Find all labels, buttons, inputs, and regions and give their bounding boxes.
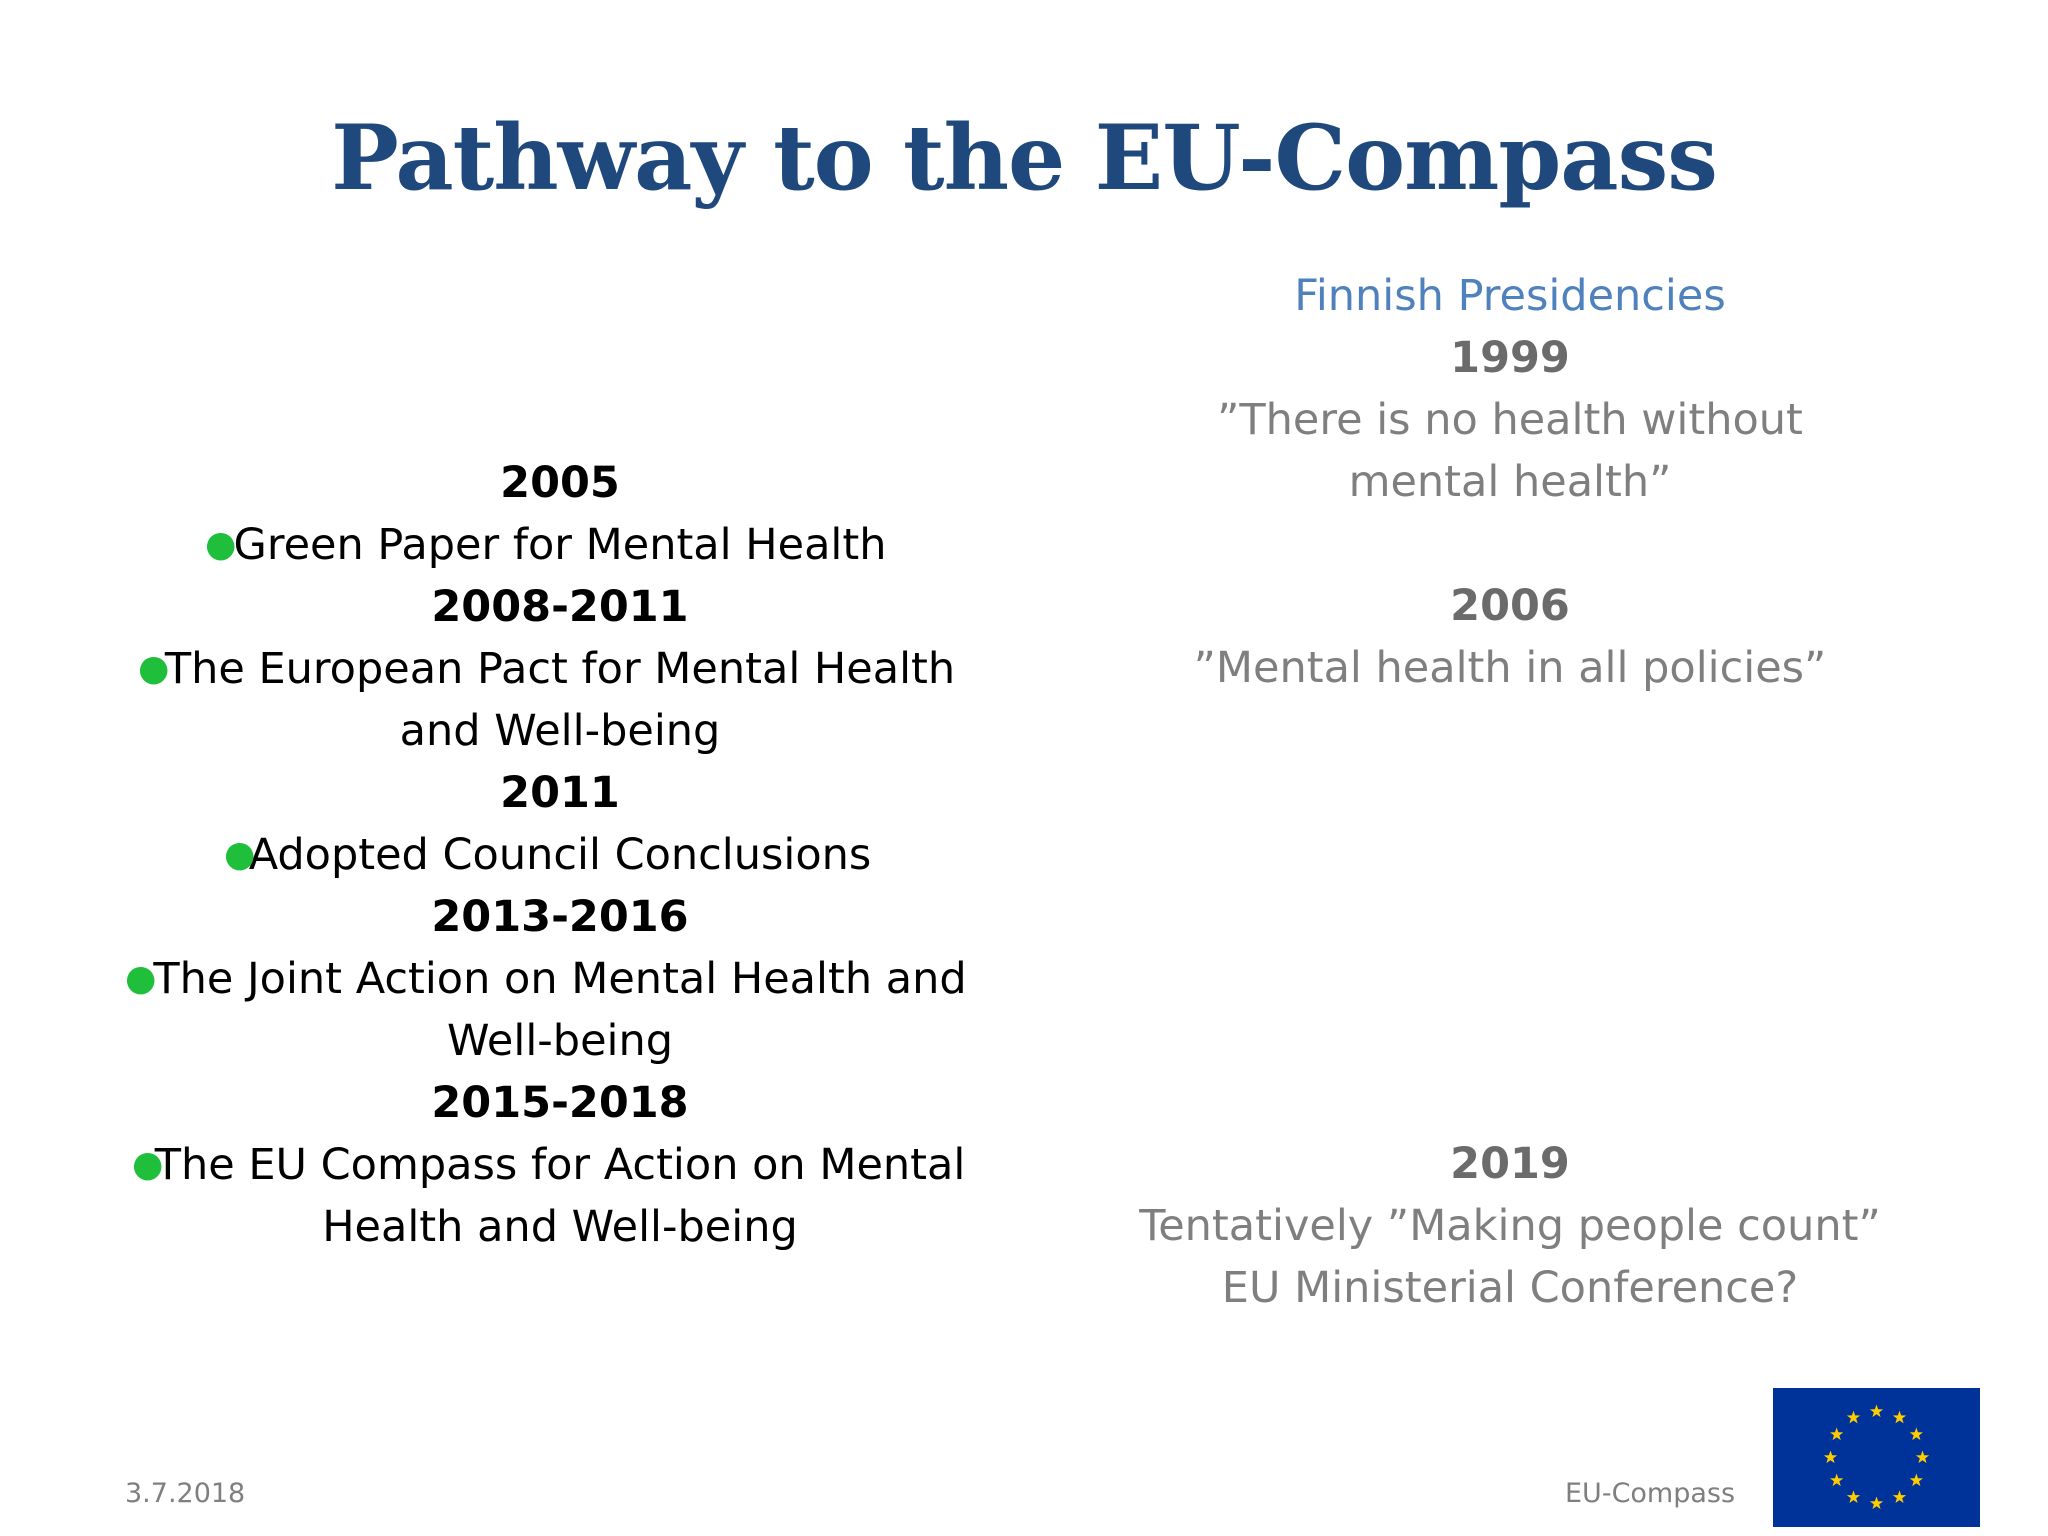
timeline-item: ● Adopted Council Conclusions <box>110 824 1010 886</box>
bullet-icon: ● <box>224 834 256 875</box>
timeline-year: 2008-2011 <box>431 582 689 632</box>
presidency-text: Tentatively ”Making people count” <box>1139 1201 1881 1251</box>
timeline-item: ● Green Paper for Mental Health <box>110 514 1010 576</box>
finnish-presidencies-panel <box>1100 265 1920 1319</box>
bullet-icon: ● <box>138 648 170 689</box>
presidency-text: mental health” <box>1348 457 1672 507</box>
timeline-year: 2013-2016 <box>431 892 689 942</box>
presidency-text: ”There is no health without <box>1217 395 1803 445</box>
bullet-icon: ● <box>132 1144 164 1185</box>
presidency-text: ”Mental health in all policies” <box>1193 643 1827 693</box>
footer-date: 3.7.2018 <box>125 1478 246 1509</box>
footer-name: EU-Compass <box>1565 1478 1736 1509</box>
slide-title: Pathway to the EU-Compass <box>331 105 1717 211</box>
eu-flag-icon <box>1773 1388 1980 1527</box>
presidency-text: EU Ministerial Conference? <box>1221 1263 1799 1313</box>
bullet-icon: ● <box>205 524 237 565</box>
timeline-item: ● The European Pact for Mental Health and Well-being <box>110 638 1010 762</box>
presidency-year: 1999 <box>1450 333 1570 383</box>
timeline-year: 2015-2018 <box>431 1078 689 1128</box>
presidency-year: 2006 <box>1450 581 1570 631</box>
bullet-icon: ● <box>125 958 157 999</box>
timeline-year: 2011 <box>500 768 620 818</box>
panel-heading: Finnish Presidencies <box>1294 271 1726 321</box>
timeline-year: 2005 <box>500 458 620 508</box>
timeline-item: ● The EU Compass for Action on Mental Health and Well-being <box>110 1134 1010 1258</box>
presidency-year: 2019 <box>1450 1139 1570 1189</box>
timeline-item: ● The Joint Action on Mental Health and Well-being <box>110 948 1010 1072</box>
timeline-left <box>110 452 1010 1258</box>
